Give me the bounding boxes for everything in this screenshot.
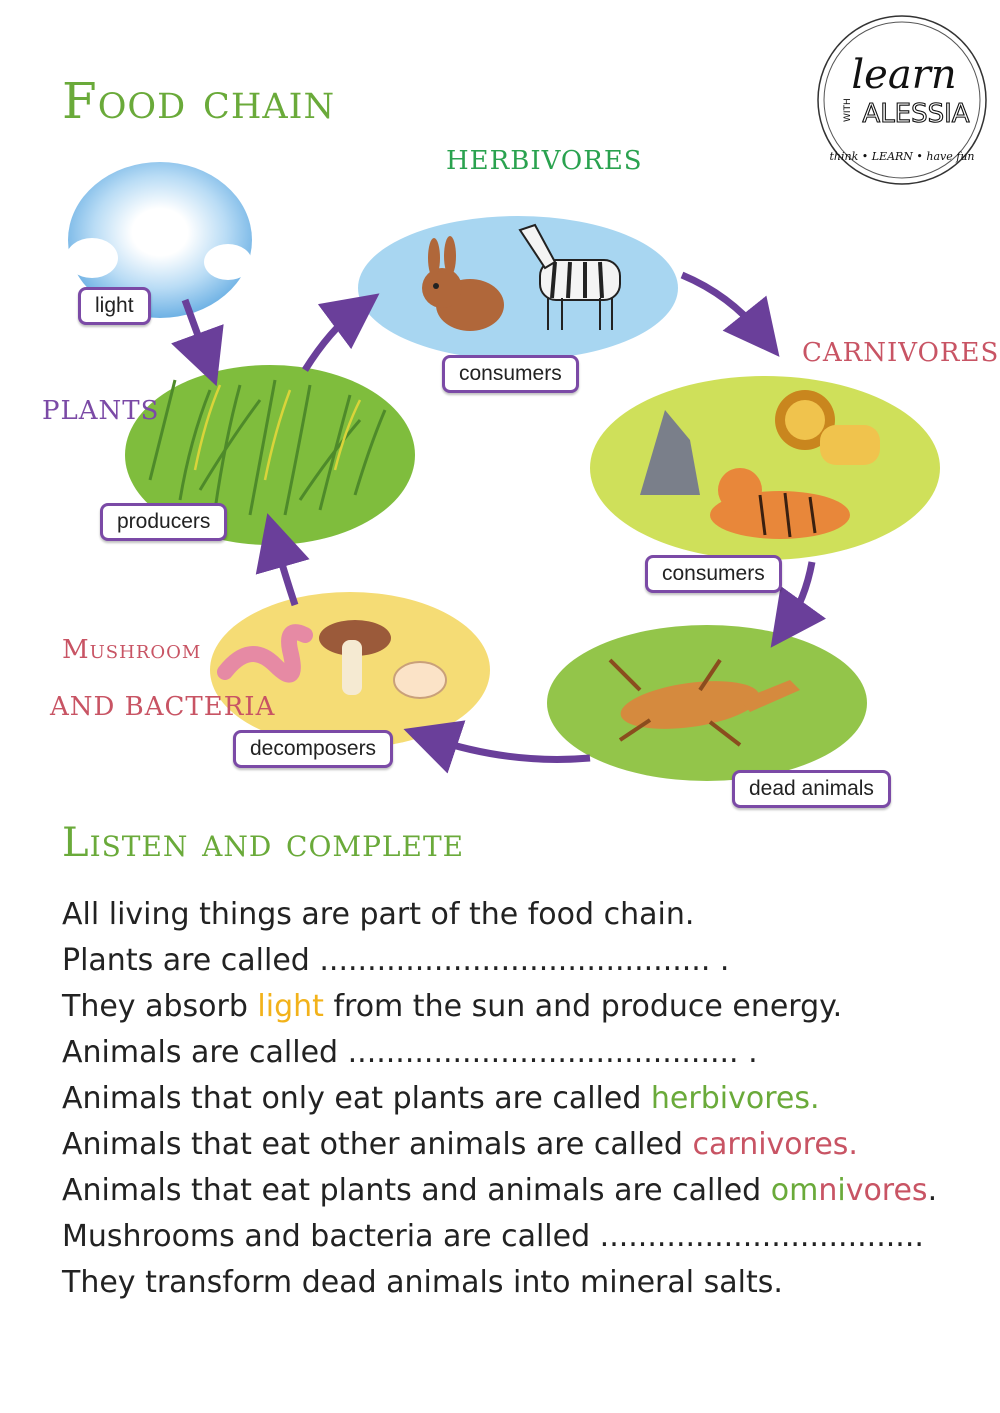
text-line-1: All living things are part of the food chain. xyxy=(62,897,695,932)
carnivores-illustration xyxy=(590,376,940,560)
herbivores-heading: HERBIVORES xyxy=(446,146,643,176)
text-segment: Animals that eat plants and animals are called xyxy=(62,1173,771,1208)
label-consumers-carnivores: consumers xyxy=(645,555,782,593)
highlight-omnivores-1: om xyxy=(770,1173,819,1208)
svg-text:learn: learn xyxy=(851,52,957,98)
svg-text:WITH: WITH xyxy=(843,98,853,122)
text-line-3 xyxy=(62,984,962,1030)
text-line-2: Plants are called ......................................... . xyxy=(62,943,730,978)
mushroom-heading: Mushroom xyxy=(62,635,202,665)
dead-animals-illustration xyxy=(547,625,867,781)
svg-text:think • LEARN • have fun: think • LEARN • have fun xyxy=(829,150,975,163)
highlight-omnivores-4: vores xyxy=(845,1173,928,1208)
svg-text:ALESSIA: ALESSIA xyxy=(862,99,970,129)
text-segment: They absorb xyxy=(62,989,258,1024)
text-segment: Animals that eat other animals are called xyxy=(62,1127,693,1162)
herbivores-illustration xyxy=(358,216,678,360)
text-segment: from the sun and produce energy. xyxy=(323,989,843,1024)
page-title: Food chain xyxy=(62,72,336,130)
highlight-omnivores-3: i xyxy=(837,1173,846,1208)
bacteria-heading: AND BACTERIA xyxy=(50,692,276,722)
text-line-4: Animals are called ......................................... . xyxy=(62,1035,758,1070)
highlight-omnivores-2: n xyxy=(818,1173,838,1208)
label-producers: producers xyxy=(100,503,227,541)
section-title: Listen and complete xyxy=(62,820,465,866)
text-line-9: They transform dead animals into mineral salts. xyxy=(62,1265,783,1300)
highlight-light: light xyxy=(257,989,324,1024)
label-light: light xyxy=(78,287,151,325)
text-line-6 xyxy=(62,1122,962,1168)
text-line-8: Mushrooms and bacteria are called .................................. xyxy=(62,1219,924,1254)
text-segment: . xyxy=(927,1173,938,1208)
highlight-herbivores: herbivores. xyxy=(650,1081,820,1116)
plants-heading: PLANTS xyxy=(42,396,160,426)
text-line-5 xyxy=(62,1076,962,1122)
label-decomposers: decomposers xyxy=(233,730,393,768)
highlight-carnivores: carnivores. xyxy=(692,1127,858,1162)
carnivores-heading: CARNIVORES xyxy=(802,338,1000,368)
text-line-7 xyxy=(62,1168,962,1214)
text-body xyxy=(62,892,962,1306)
label-consumers-herbivores: consumers xyxy=(442,355,579,393)
decomposers-illustration xyxy=(210,592,490,748)
text-segment: Animals that only eat plants are called xyxy=(62,1081,651,1116)
label-dead-animals: dead animals xyxy=(732,770,891,808)
